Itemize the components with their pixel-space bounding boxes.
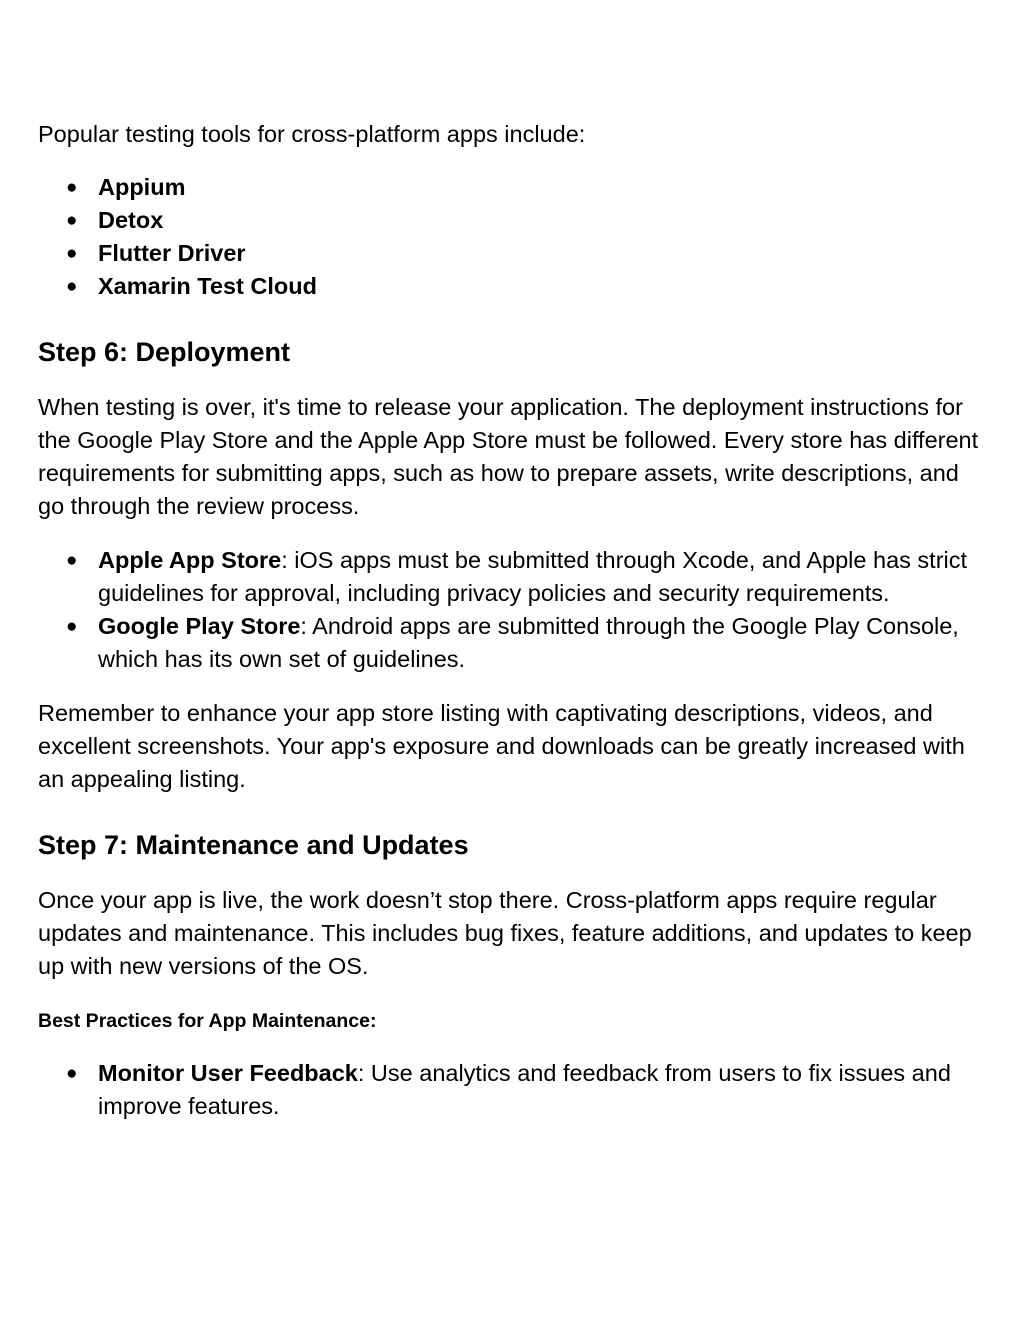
tool-name: Xamarin Test Cloud	[98, 273, 317, 299]
tool-name: Flutter Driver	[98, 240, 246, 266]
list-item	[38, 544, 988, 610]
bullet-icon: ●	[66, 1063, 78, 1084]
list-item	[38, 237, 988, 270]
step7-paragraph: Once your app is live, the work doesn’t stop there. Cross-platform apps require regular updates and maintenance. This includes bug fixes, feature additions, and updates to keep up with new versions of the OS.	[38, 887, 972, 979]
list-item	[38, 270, 988, 303]
maintenance-practices-list	[38, 1057, 988, 1123]
list-item	[38, 204, 988, 237]
store-name: Apple App Store	[98, 547, 282, 573]
step6-paragraph: When testing is over, it's time to release your application. The deployment instructions for the Google Play Store and the Apple App Store must be followed. Every store has different requirements for submitting apps, such as how to prepare assets, write descriptions, and go through the review process.	[38, 394, 979, 519]
best-practices-heading: Best Practices for App Maintenance:	[38, 1010, 377, 1032]
document-page	[38, 118, 988, 1123]
list-item	[38, 171, 988, 204]
bullet-icon: ●	[66, 616, 78, 637]
app-stores-list	[38, 544, 988, 676]
intro-paragraph: Popular testing tools for cross-platform apps include:	[38, 121, 586, 147]
list-item	[38, 1057, 988, 1123]
store-name: Google Play Store	[98, 613, 301, 639]
bullet-icon: ●	[66, 276, 78, 297]
tool-name: Appium	[98, 174, 186, 200]
store-description: : iOS apps must be submitted through Xcode, and Apple has strict guidelines for approval, including privacy policies and security requirements.	[98, 547, 968, 606]
step6-heading: Step 6: Deployment	[38, 337, 291, 367]
remember-paragraph: Remember to enhance your app store listing with captivating descriptions, videos, and excellent screenshots. Your app's exposure and downloads can be greatly increased with an appealing listing.	[38, 700, 965, 792]
bullet-icon: ●	[66, 210, 78, 231]
step7-heading: Step 7: Maintenance and Updates	[38, 830, 469, 860]
list-item	[38, 610, 988, 676]
tool-name: Detox	[98, 207, 164, 233]
bullet-icon: ●	[66, 177, 78, 198]
practice-description: : Use analytics and feedback from users to fix issues and improve features.	[98, 1060, 951, 1119]
bullet-icon: ●	[66, 550, 78, 571]
testing-tools-list	[38, 171, 988, 303]
store-description: : Android apps are submitted through the Google Play Console, which has its own set of guidelines.	[98, 613, 959, 672]
practice-name: Monitor User Feedback	[98, 1060, 358, 1086]
bullet-icon: ●	[66, 243, 78, 264]
